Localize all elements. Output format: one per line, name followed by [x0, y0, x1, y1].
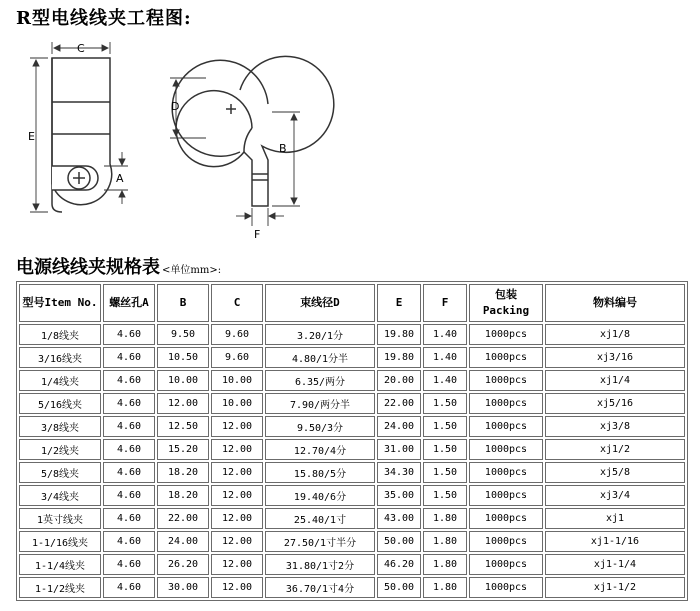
cell-b: 10.50	[157, 347, 209, 368]
cell-packing: 1000pcs	[469, 370, 543, 391]
cell-c: 12.00	[211, 531, 263, 552]
cell-b: 18.20	[157, 462, 209, 483]
header-a: 螺丝孔A	[103, 284, 155, 322]
cell-code: xj5/8	[545, 462, 685, 483]
cell-d: 7.90/两分半	[265, 393, 375, 414]
cell-code: xj1-1/16	[545, 531, 685, 552]
cell-c: 12.00	[211, 485, 263, 506]
cell-packing: 1000pcs	[469, 577, 543, 598]
header-packing	[469, 284, 543, 322]
table-row	[19, 577, 685, 598]
cell-a: 4.60	[103, 347, 155, 368]
cell-b: 12.50	[157, 416, 209, 437]
cell-c: 9.60	[211, 347, 263, 368]
cell-model: 3/8线夹	[19, 416, 101, 437]
table-row	[19, 462, 685, 483]
cell-packing: 1000pcs	[469, 416, 543, 437]
cell-model: 3/4线夹	[19, 485, 101, 506]
cell-e: 43.00	[377, 508, 421, 529]
cell-d: 12.70/4分	[265, 439, 375, 460]
cell-model: 1-1/16线夹	[19, 531, 101, 552]
table-row	[19, 370, 685, 391]
engineering-drawing	[0, 34, 700, 250]
cell-code: xj3/16	[545, 347, 685, 368]
cell-b: 26.20	[157, 554, 209, 575]
cell-c: 12.00	[211, 554, 263, 575]
cell-code: xj3/8	[545, 416, 685, 437]
cell-c: 12.00	[211, 462, 263, 483]
cell-e: 24.00	[377, 416, 421, 437]
cell-a: 4.60	[103, 554, 155, 575]
cell-e: 35.00	[377, 485, 421, 506]
dim-label-e: E	[28, 130, 35, 143]
cell-packing: 1000pcs	[469, 508, 543, 529]
cell-e: 31.00	[377, 439, 421, 460]
cell-b: 10.00	[157, 370, 209, 391]
cell-b: 22.00	[157, 508, 209, 529]
cell-code: xj1/4	[545, 370, 685, 391]
cell-code: xj1/2	[545, 439, 685, 460]
table-unit: <单位mm>:	[162, 265, 222, 276]
cell-a: 4.60	[103, 370, 155, 391]
cell-a: 4.60	[103, 416, 155, 437]
header-d: 束线径D	[265, 284, 375, 322]
cell-f: 1.40	[423, 324, 467, 345]
table-row	[19, 324, 685, 345]
cell-f: 1.50	[423, 393, 467, 414]
cell-model: 5/8线夹	[19, 462, 101, 483]
cell-code: xj1/8	[545, 324, 685, 345]
cell-packing: 1000pcs	[469, 347, 543, 368]
table-title-text: 电源线线夹规格表	[16, 257, 160, 278]
cell-model: 3/16线夹	[19, 347, 101, 368]
cell-d: 25.40/1寸	[265, 508, 375, 529]
header-code: 物料编号	[545, 284, 685, 322]
cell-d: 3.20/1分	[265, 324, 375, 345]
cell-c: 12.00	[211, 416, 263, 437]
cell-model: 1英寸线夹	[19, 508, 101, 529]
cell-code: xj1-1/2	[545, 577, 685, 598]
table-row	[19, 393, 685, 414]
cell-f: 1.80	[423, 554, 467, 575]
table-row	[19, 531, 685, 552]
table-row	[19, 554, 685, 575]
cell-f: 1.80	[423, 508, 467, 529]
cell-model: 1-1/4线夹	[19, 554, 101, 575]
table-title	[16, 253, 221, 279]
cell-a: 4.60	[103, 462, 155, 483]
cell-d: 6.35/两分	[265, 370, 375, 391]
cell-e: 20.00	[377, 370, 421, 391]
cell-d: 9.50/3分	[265, 416, 375, 437]
table-row	[19, 347, 685, 368]
cell-a: 4.60	[103, 508, 155, 529]
cell-packing: 1000pcs	[469, 531, 543, 552]
cell-d: 36.70/1寸4分	[265, 577, 375, 598]
cell-model: 5/16线夹	[19, 393, 101, 414]
cell-c: 10.00	[211, 370, 263, 391]
cell-f: 1.50	[423, 439, 467, 460]
dim-label-d: D	[171, 100, 180, 113]
cell-d: 19.40/6分	[265, 485, 375, 506]
cell-f: 1.50	[423, 485, 467, 506]
dim-label-c: C	[77, 42, 85, 55]
cell-b: 9.50	[157, 324, 209, 345]
cell-b: 18.20	[157, 485, 209, 506]
table-header-row	[19, 284, 685, 322]
cell-c: 12.00	[211, 439, 263, 460]
cell-b: 15.20	[157, 439, 209, 460]
cell-packing: 1000pcs	[469, 485, 543, 506]
header-packing-cn: 包装	[495, 288, 517, 301]
cell-a: 4.60	[103, 485, 155, 506]
header-c: C	[211, 284, 263, 322]
header-packing-en: Packing	[482, 304, 530, 317]
cell-a: 4.60	[103, 324, 155, 345]
dim-label-a: A	[116, 172, 124, 185]
cell-a: 4.60	[103, 531, 155, 552]
cell-b: 30.00	[157, 577, 209, 598]
cell-e: 50.00	[377, 577, 421, 598]
page-title: R型电线线夹工程图:	[16, 8, 192, 29]
cell-c: 12.00	[211, 508, 263, 529]
cell-code: xj3/4	[545, 485, 685, 506]
cell-c: 9.60	[211, 324, 263, 345]
cell-f: 1.80	[423, 577, 467, 598]
cell-b: 12.00	[157, 393, 209, 414]
cell-packing: 1000pcs	[469, 439, 543, 460]
dim-label-f: F	[254, 228, 261, 241]
cell-model: 1/2线夹	[19, 439, 101, 460]
cell-f: 1.80	[423, 531, 467, 552]
cell-model: 1/4线夹	[19, 370, 101, 391]
cell-b: 24.00	[157, 531, 209, 552]
cell-code: xj1-1/4	[545, 554, 685, 575]
cell-a: 4.60	[103, 393, 155, 414]
cell-c: 12.00	[211, 577, 263, 598]
table-row	[19, 416, 685, 437]
cell-f: 1.40	[423, 347, 467, 368]
cell-f: 1.40	[423, 370, 467, 391]
spec-table	[16, 281, 688, 601]
header-model: 型号Item No.	[19, 284, 101, 322]
cell-packing: 1000pcs	[469, 462, 543, 483]
table-row	[19, 508, 685, 529]
cell-f: 1.50	[423, 416, 467, 437]
cell-packing: 1000pcs	[469, 324, 543, 345]
cell-c: 10.00	[211, 393, 263, 414]
cell-d: 31.80/1寸2分	[265, 554, 375, 575]
dim-label-b: B	[279, 142, 287, 155]
cell-f: 1.50	[423, 462, 467, 483]
cell-packing: 1000pcs	[469, 554, 543, 575]
cell-code: xj5/16	[545, 393, 685, 414]
cell-d: 4.80/1分半	[265, 347, 375, 368]
header-f: F	[423, 284, 467, 322]
header-e: E	[377, 284, 421, 322]
header-b: B	[157, 284, 209, 322]
cell-d: 15.80/5分	[265, 462, 375, 483]
cell-e: 19.80	[377, 347, 421, 368]
cell-model: 1-1/2线夹	[19, 577, 101, 598]
cell-model: 1/8线夹	[19, 324, 101, 345]
table-row	[19, 439, 685, 460]
table-row	[19, 485, 685, 506]
cell-d: 27.50/1寸半分	[265, 531, 375, 552]
cell-e: 22.00	[377, 393, 421, 414]
cell-a: 4.60	[103, 577, 155, 598]
cell-e: 50.00	[377, 531, 421, 552]
cell-e: 19.80	[377, 324, 421, 345]
cell-e: 34.30	[377, 462, 421, 483]
cell-code: xj1	[545, 508, 685, 529]
cell-a: 4.60	[103, 439, 155, 460]
table-body	[19, 324, 685, 598]
cell-packing: 1000pcs	[469, 393, 543, 414]
cell-e: 46.20	[377, 554, 421, 575]
